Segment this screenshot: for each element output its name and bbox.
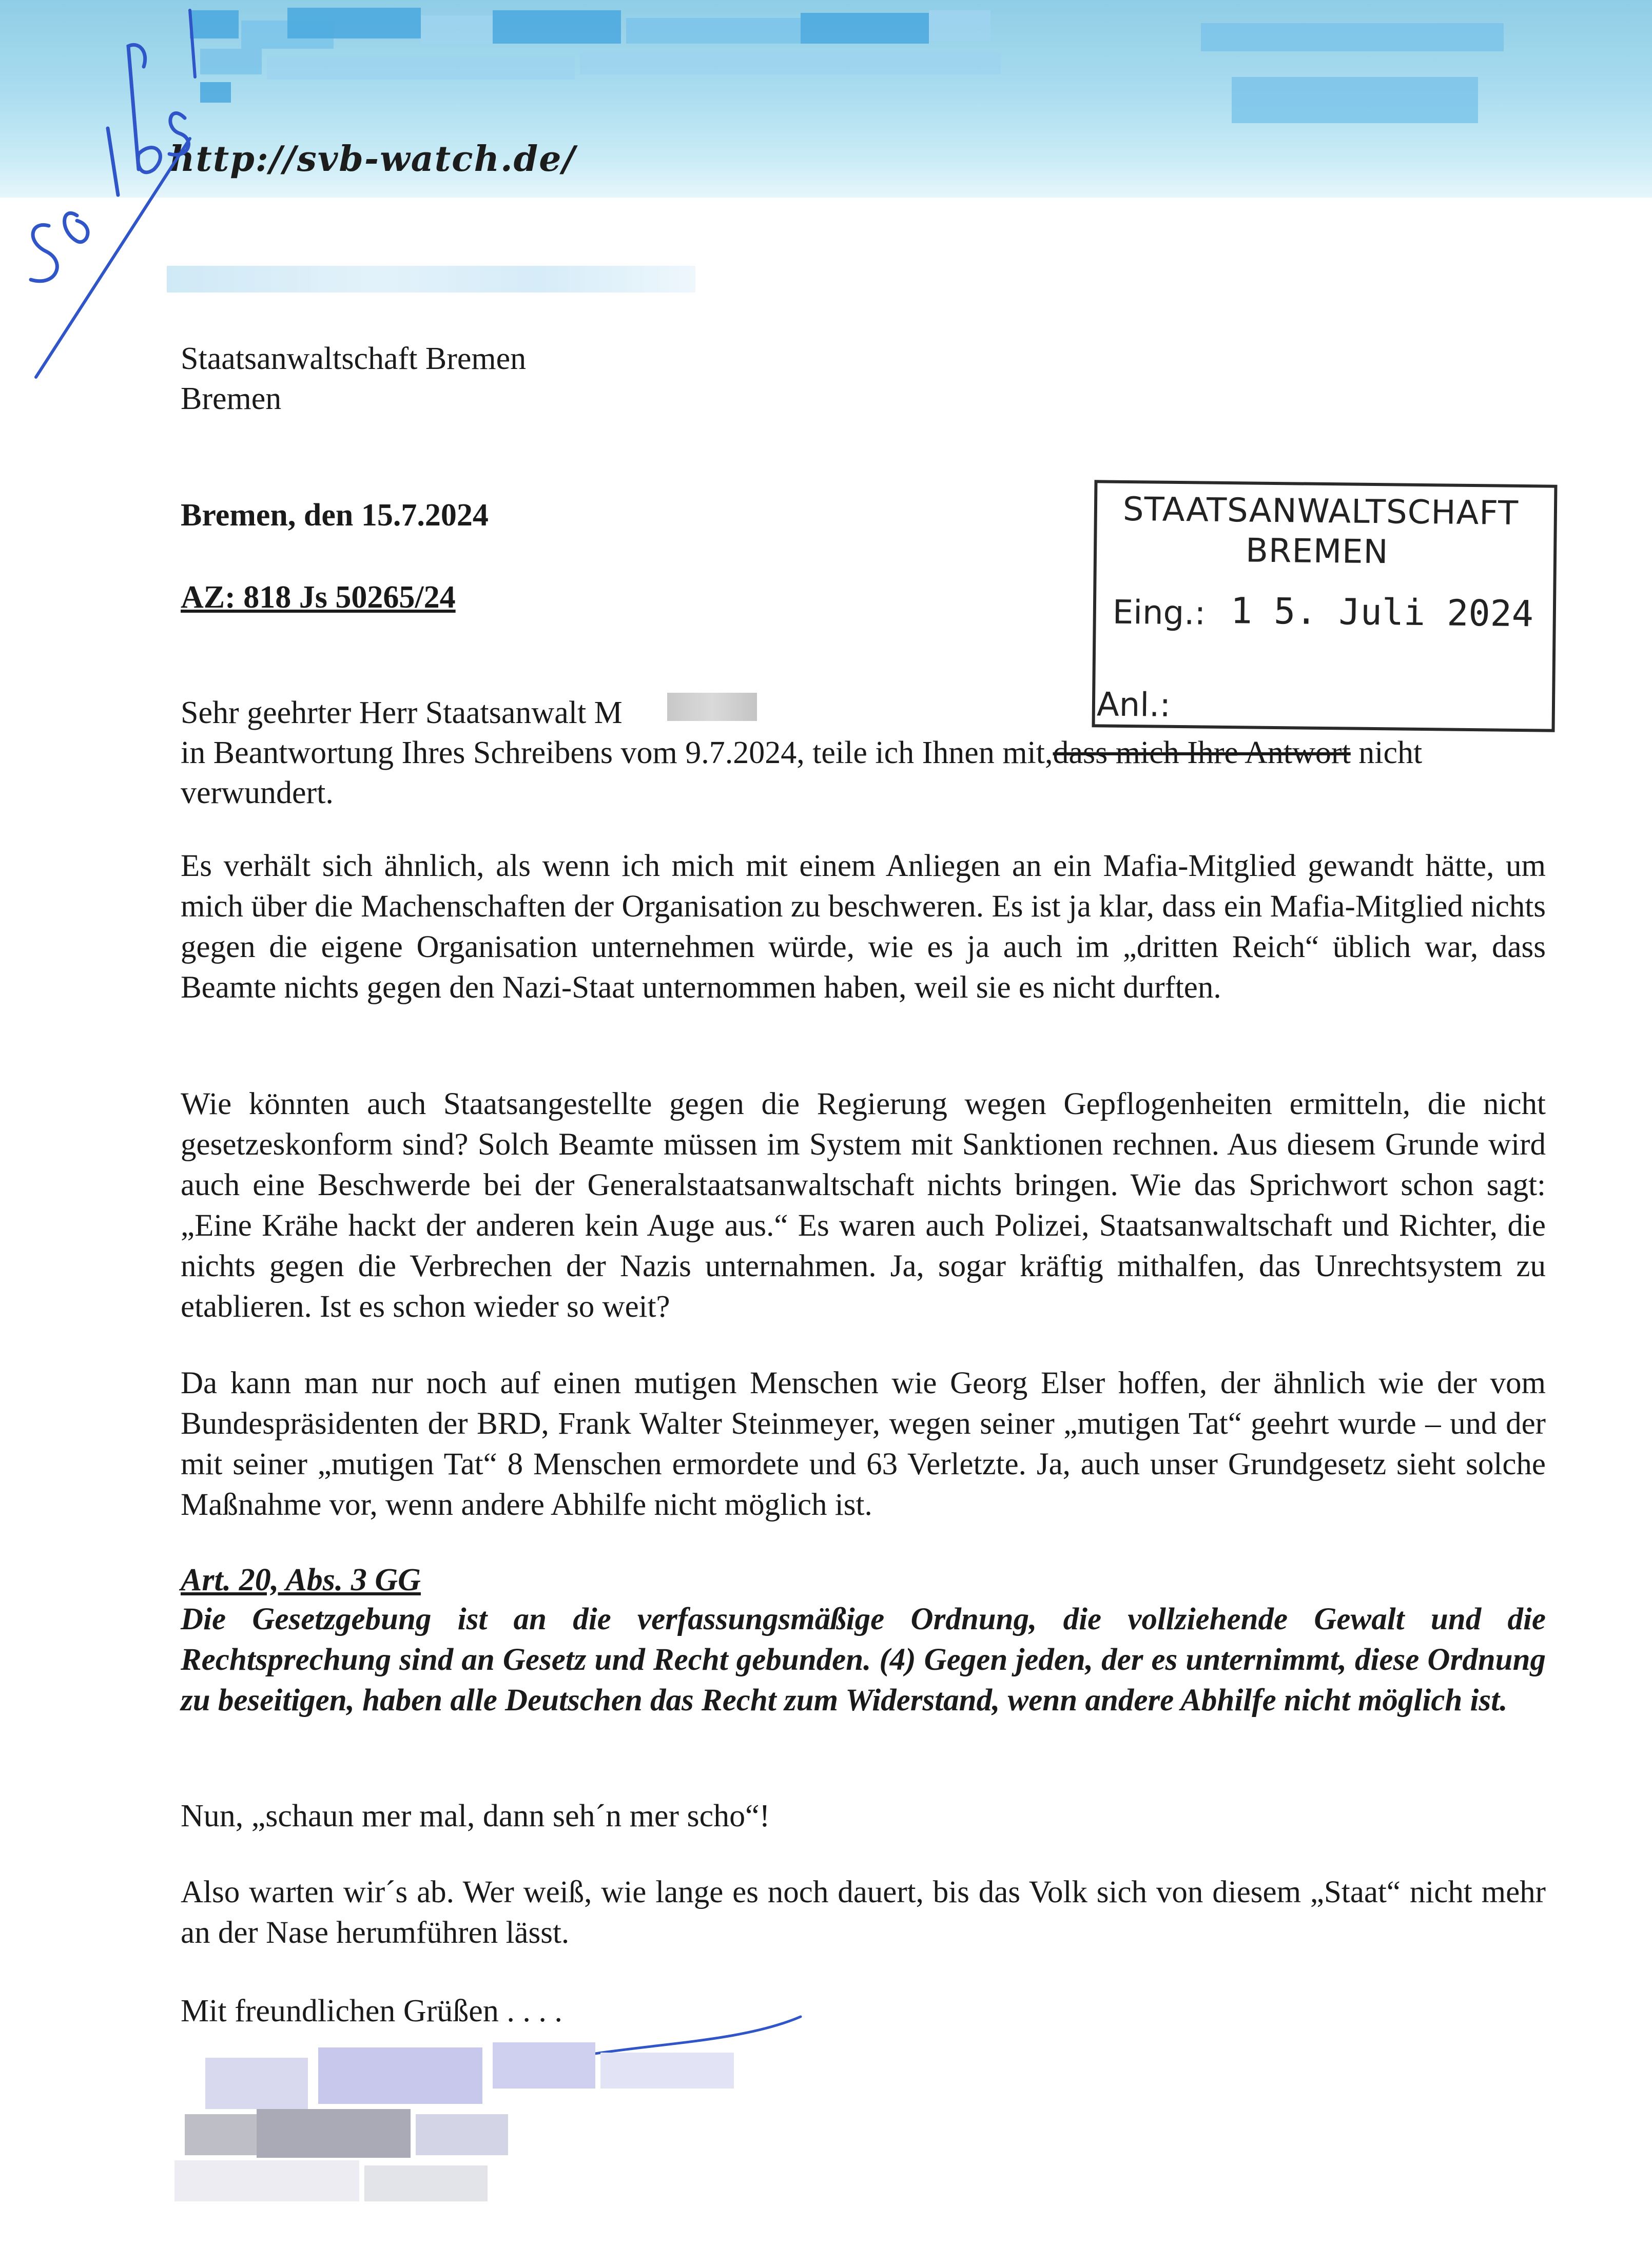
paragraph-mafia: Es verhält sich ähnlich, als wenn ich mich mit einem Anliegen an ein Mafia-Mitglied gewandt hätte, um mich über die Machenschaften der Organisation zu beschweren. Es ist ja klar, dass ein Mafia-Mitglied nichts gegen die eigene Organisation unternehmen würde, wie es ja auch im „dritten Reich“ üblich war, dass Beamte nichts gegen den Nazi-Staat unternommen haben, weil sie es nicht durften. (181, 849, 1546, 1005)
receipt-stamp (1092, 480, 1558, 732)
paragraph-beamte: Wie könnten auch Staatsangestellte gegen die Regierung wegen Gepflogenheiten ermitteln, die nicht gesetzeskonform sind? Solch Beamte müssen im System mit Sanktionen rechnen. Aus diesem Grunde wird auch eine Beschwerde bei der Generalstaatsanwaltschaft nichts bringen. Wie das Sprichwort schon sagt: „Eine Krähe hackt der anderen kein Auge aus.“ Es waren auch Polizei, Staatsanwaltschaft und Richter, die nichts gegen die Verbrechen der Nazis unternahmen. Ja, sogar kräftig mithalfen, das Unrechtsystem zu etablieren. Ist es schon wieder so weit? (181, 1087, 1546, 1324)
redacted-block (1232, 77, 1478, 123)
redacted-block (929, 10, 990, 41)
redacted-block (580, 51, 1001, 74)
stamp-city: BREMEN (1245, 532, 1389, 572)
intro-line-2: verwundert. (181, 775, 334, 810)
redacted-signature (174, 2042, 739, 2217)
redacted-block (801, 13, 929, 44)
stamp-eing-label: Eing.: (1112, 593, 1206, 633)
intro-line (181, 733, 1422, 773)
redacted-block (1201, 23, 1504, 51)
intro-before: in Beantwortung Ihres Schreibens vom 9.7.2024, teile ich Ihnen mit, (181, 735, 1053, 770)
recipient-name: Staatsanwaltschaft Bremen (181, 341, 527, 376)
salutation: Sehr geehrter Herr Staatsanwalt M (181, 695, 623, 730)
recipient-city: Bremen (181, 381, 282, 416)
redacted-block (287, 8, 421, 38)
date-line: Bremen, den 15.7.2024 (181, 498, 489, 533)
redacted-name (667, 693, 757, 721)
closing-line-1: Nun, „schaun mer mal, dann seh´n mer scho“! (181, 1799, 770, 1833)
redacted-block (421, 15, 493, 44)
stamp-eing-date: 1 5. Juli 2024 (1230, 590, 1534, 635)
redacted-block (626, 18, 801, 44)
redacted-block (493, 10, 621, 44)
website-url[interactable]: http://svb-watch.de/ (169, 139, 576, 180)
intro-struck: dass mich Ihre Antwort (1053, 735, 1351, 770)
stamp-authority: STAATSANWALTSCHAFT (1122, 490, 1519, 533)
intro-after: nicht (1350, 735, 1423, 770)
reference-number: AZ: 818 Js 50265/24 (181, 580, 456, 615)
law-heading: Art. 20, Abs. 3 GG (181, 1563, 421, 1597)
closing-line-2: Also warten wir´s ab. Wer weiß, wie lange es noch dauert, bis das Volk sich von diesem „Staat“ nicht mehr an der Nase herumführen lässt. (181, 1875, 1546, 1950)
paragraph-elser: Da kann man nur noch auf einen mutigen Menschen wie Georg Elser hoffen, der ähnlich wie der vom Bundespräsidenten der BRD, Frank Walter Steinmeyer, wegen seiner „mutigen Tat“ geehrt wurde – und der mit seiner „mutigen Tat“ 8 Menschen ermordete und 63 Verletzte. Ja, auch unser Grundgesetz sieht solche Maßnahme vor, wenn andere Abhilfe nicht möglich ist. (181, 1366, 1546, 1522)
stamp-anl-label: Anl.: (1096, 686, 1171, 725)
greeting: Mit freundlichen Grüßen . . . . (181, 1994, 562, 2028)
redacted-block (267, 56, 575, 80)
law-text: Die Gesetzgebung ist an die verfassungsmäßige Ordnung, die vollziehende Gewalt und die Rechtsprechung sind an Gesetz und Recht gebunden. (4) Gegen jeden, der es unternimmt, diese Ordnung zu beseitigen, haben alle Deutschen das Recht zum Widerstand, wenn andere Abhilfe nicht möglich ist. (181, 1602, 1546, 1718)
